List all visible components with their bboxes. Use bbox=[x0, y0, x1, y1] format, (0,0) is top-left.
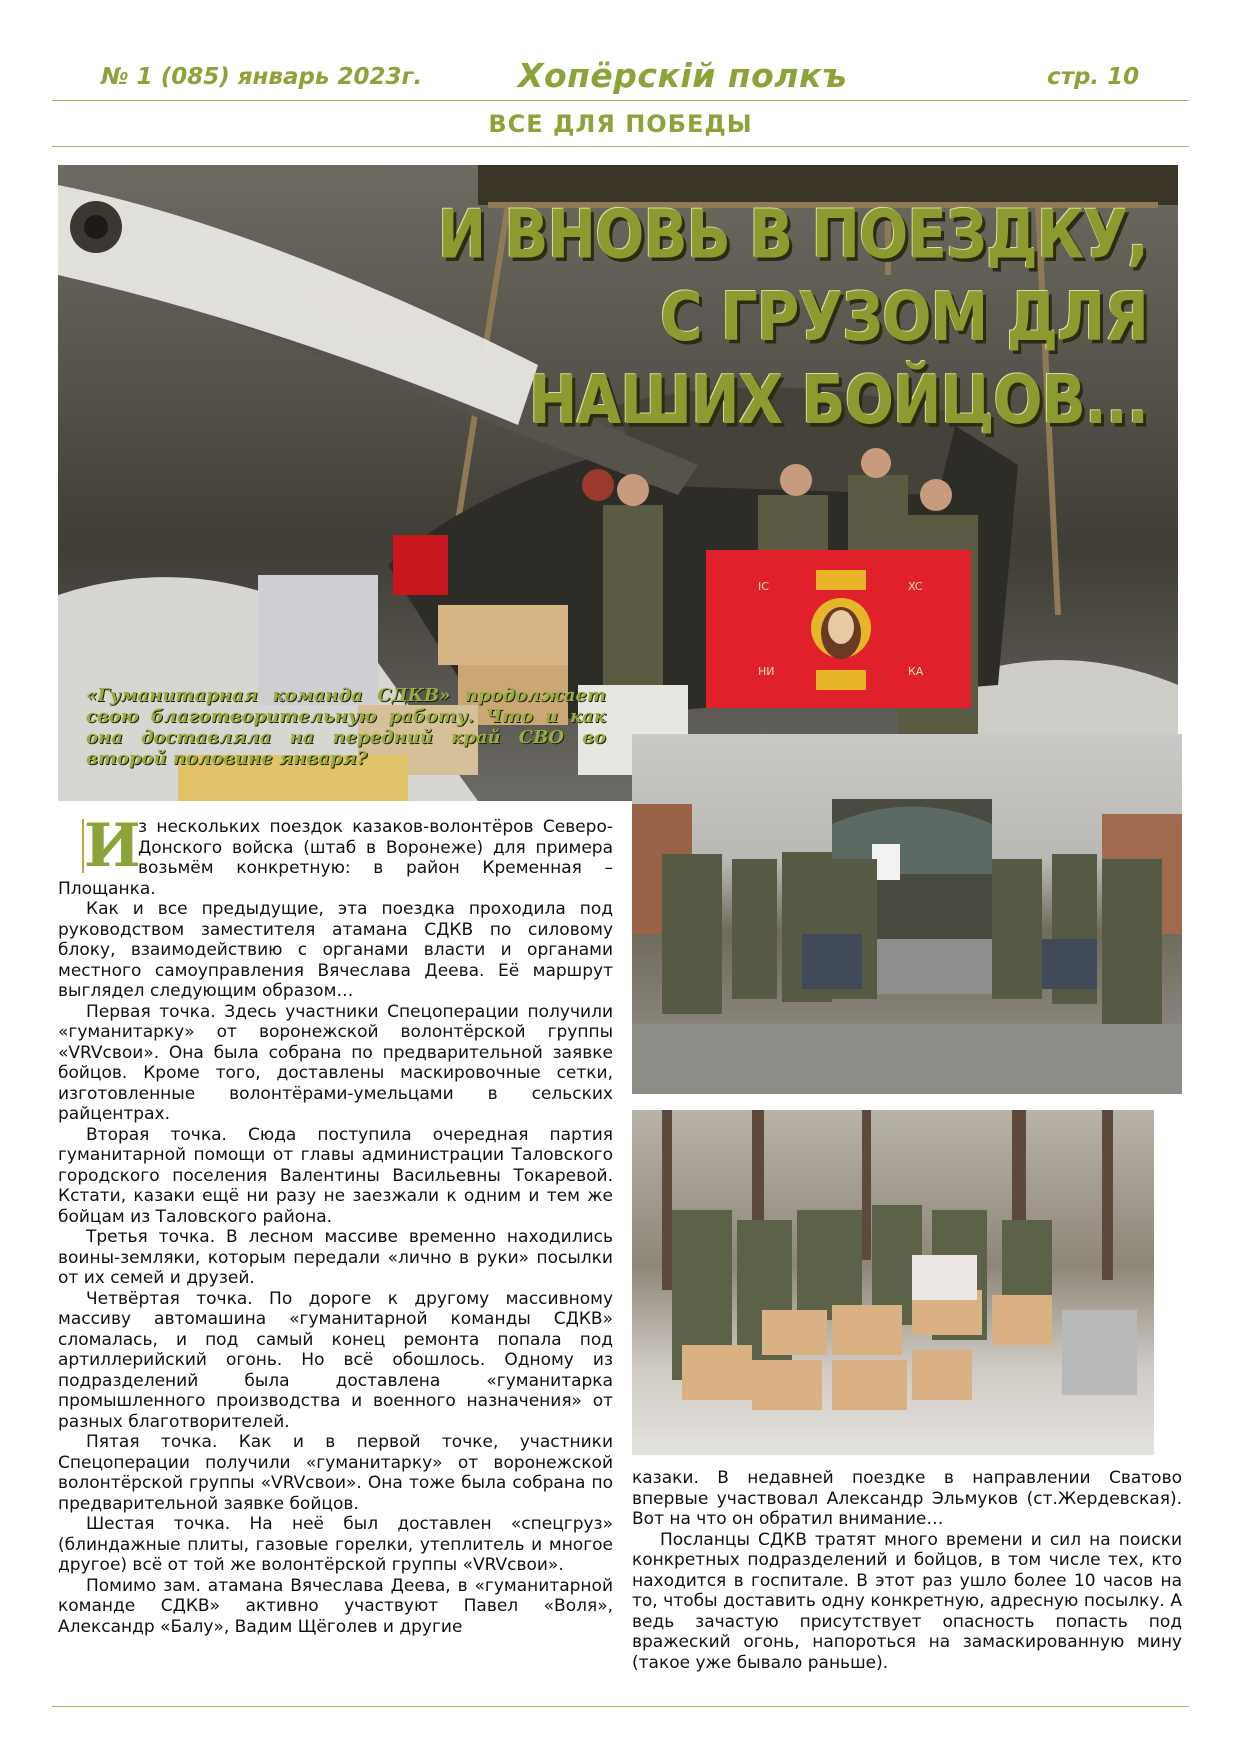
flag-letters-ic: IC bbox=[758, 580, 769, 593]
issue-number: № 1 (085) январь 2023г. bbox=[101, 64, 423, 90]
forest-boxes-scene bbox=[632, 1110, 1154, 1455]
truck-group-scene bbox=[632, 734, 1182, 1094]
article-paragraph: Посланцы СДКВ тратят много времени и сил на поиски конкретных подразделений и бойцов, в том числе тех, кто находится в госпитале. В этот раз ушло более 10 часов на то, чтобы доставить одну конкретную, адресную посылку. А ведь зачастую присутствует опасность попасть под вражеский огонь, напороться на замаскированную мину (такое уже бывало раньше). bbox=[632, 1529, 1182, 1673]
forest-boxes-photo bbox=[632, 1110, 1154, 1455]
hero-headline-line1: И ВНОВЬ В ПОЕЗДКУ, bbox=[437, 195, 1148, 274]
truck-group-photo bbox=[632, 734, 1182, 1094]
dropcap-letter: И bbox=[84, 811, 141, 881]
section-rule bbox=[52, 146, 1189, 147]
hero-photo bbox=[58, 165, 1178, 801]
section-title: ВСЕ ДЛЯ ПОБЕДЫ bbox=[488, 110, 753, 138]
article-left-column bbox=[58, 811, 613, 1637]
article-paragraph: казаки. В недавней поездке в направлении Сватово впервые участвовал Александр Эльмуков (ст.Жердевская). Вот на что он обратил внимание… bbox=[632, 1468, 1182, 1529]
article-paragraph: Помимо зам. атамана Вячеслава Деева, в «гуманитарной команде СДКВ» активно участвуют Павел «Воля», Александр «Балу», Вадим Щёголев и другие bbox=[58, 1575, 613, 1637]
article-paragraph: Как и все предыдущие, эта поездка проходила под руководством заместителя атамана СДКВ по силовому блоку, взаимодействию с органами власти и органами местного самоуправления Вячеслава Деева. Её маршрут выглядел следующим образом… bbox=[58, 899, 613, 1001]
header-rule bbox=[52, 100, 1189, 101]
article-right-column bbox=[632, 1468, 1182, 1673]
hero-caption: «Гуманитарная команда СДКВ» продолжает свою благотворительную работу. Что и как она доставляла на передний край СВО во второй половине января? bbox=[86, 685, 606, 769]
page-number: стр. 10 bbox=[1047, 64, 1140, 90]
footer-rule bbox=[52, 1706, 1189, 1707]
hero-headline-line2: С ГРУЗОМ ДЛЯ НАШИХ БОЙЦОВ... bbox=[528, 278, 1148, 440]
hero-headline bbox=[388, 193, 1148, 441]
flag-letters-ka: КА bbox=[908, 665, 924, 678]
article-paragraph: Шестая точка. На неё был доставлен «спецгруз» (блиндажные плиты, газовые горелки, утеплитель и многое другое) всё от той же волонтёрской группы «VRVсвои». bbox=[58, 1514, 613, 1575]
article-paragraph: Первая точка. Здесь участники Спецоперации получили «гуманитарку» от воронежской волонтёрской группы «VRVсвои». Она была собрана по предварительной заявке бойцов. Кроме того, доставлены маскировочные сетки, изготовленные волонтёрами-умельцами в сельских райцентрах. bbox=[58, 1001, 613, 1124]
flag-letters-ni: НИ bbox=[758, 665, 775, 678]
article-paragraph: Вторая точка. Сюда поступила очередная партия гуманитарной помощи от главы администрации Таловского городского поселения Валентины Васильевны Токаревой. Кстати, казаки ещё ни разу не заезжали к одним и тем же бойцам из Таловского района. bbox=[58, 1124, 613, 1227]
newspaper-title: Хопёрскiй полкъ bbox=[518, 56, 848, 95]
article-paragraph: Третья точка. В лесном массиве временно находились воины-земляки, которым передали «лично в руки» посылки от их семей и друзей. bbox=[58, 1227, 613, 1288]
flag-letters-xc: XC bbox=[908, 580, 923, 593]
article-paragraph: з нескольких поездок казаков-волонтёров Северо-Донского войска (штаб в Воронеже) для примера возьмём конкретную: в район Кременная – Площанка. bbox=[58, 817, 613, 899]
article-paragraph: Четвёртая точка. По дороге к другому массивному массиву автомашина «гуманитарной команды СДКВ» сломалась, и под самый конец ремонта попала под артиллерийский огонь. Но всё обошлось. Одному из подразделений была доставлена «гуманитарка промышленного производства и военного назначения» от разных благотворителей. bbox=[58, 1288, 613, 1432]
page-header bbox=[0, 56, 1241, 100]
article-paragraph: Пятая точка. Как и в первой точке, участники Спецоперации получили «гуманитарку» от воронежской волонтёрской группы «VRVсвои». Она тоже была собрана по предварительной заявке бойцов. bbox=[58, 1432, 613, 1514]
